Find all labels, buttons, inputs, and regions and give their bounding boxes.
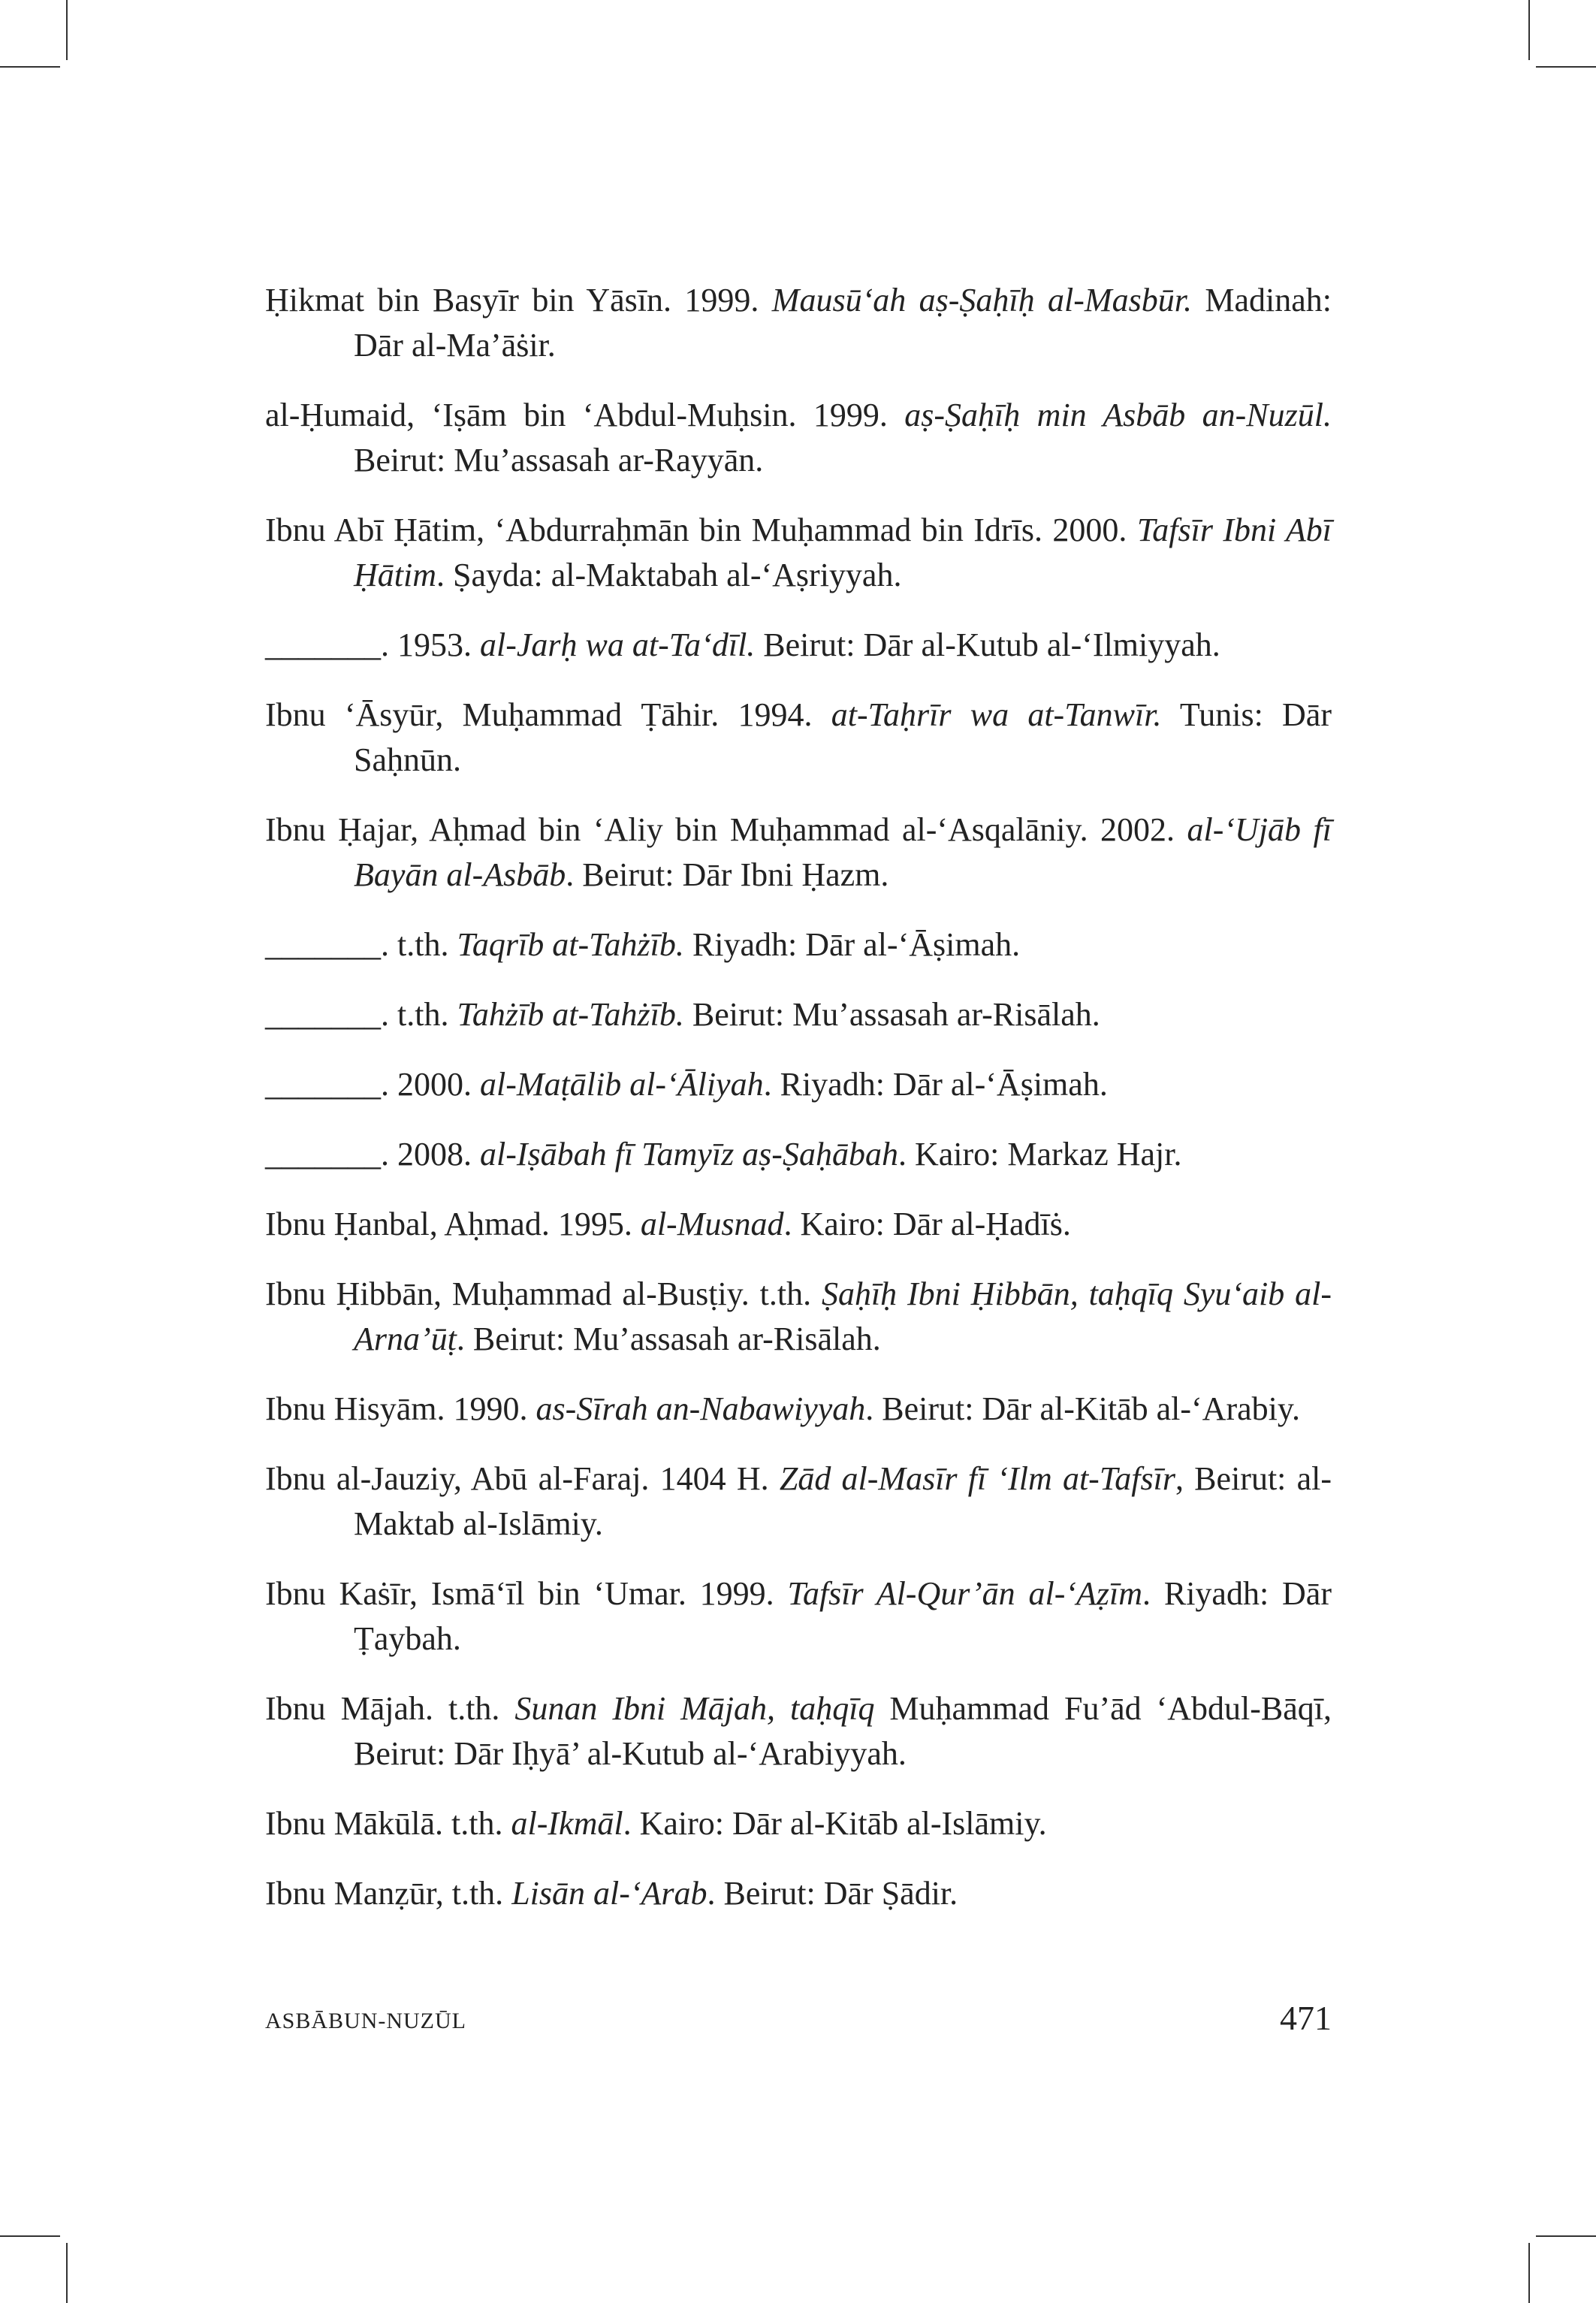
bibliography-entry: Ibnu Hisyām. 1990. as-Sīrah an-Nabawiyyah. Beirut: Dār al-Kitāb al-‘Arabiy. [265, 1390, 1300, 1427]
bibliography-entry: _______. 2000. al-Maṭālib al-‘Āliyah. Riyadh: Dār al-‘Āṣimah. [265, 1066, 1108, 1103]
bibliography-entry: Ḥikmat bin Basyīr bin Yāsīn. 1999. Mausū‘ah aṣ-Ṣaḥīḥ al-Masbūr. Madinah: Dār al-Ma’āṡir. [265, 282, 1332, 364]
crop-mark [66, 2243, 68, 2303]
bibliography-entry: _______. 1953. al-Jarḥ wa at-Ta‘dīl. Beirut: Dār al-Kutub al-‘Ilmiyyah. [265, 626, 1220, 663]
bibliography-entry: Ibnu Mājah. t.th. Sunan Ibni Mājah, taḥqīq Muḥammad Fu’ād ‘Abdul-Bāqī, Beirut: Dār Iḥyā’ al-Kutub al-‘Arabiyyah. [265, 1690, 1332, 1772]
running-title: ASBĀBUN-NUZŪL [265, 2009, 466, 2033]
bibliography-entry: _______. t.th. Taqrīb at-Tahżīb. Riyadh: Dār al-‘Āṣimah. [265, 926, 1021, 963]
page-number: 471 [1280, 1999, 1332, 2037]
crop-mark [66, 0, 68, 60]
bibliography-entry: Ibnu Kaṡīr, Ismā‘īl bin ‘Umar. 1999. Tafsīr Al-Qur’ān al-‘Aẓīm. Riyadh: Dār Ṭaybah. [265, 1575, 1332, 1657]
bibliography-entry: Ibnu al-Jauziy, Abū al-Faraj. 1404 H. Zād al-Masīr fī ‘Ilm at-Tafsīr, Beirut: al-Maktab al-Islāmiy. [265, 1460, 1332, 1542]
bibliography-entry: Ibnu ‘Āsyūr, Muḥammad Ṭāhir. 1994. at-Taḥrīr wa at-Tanwīr. Tunis: Dār Saḥnūn. [265, 696, 1332, 778]
crop-mark [0, 2235, 60, 2237]
bibliography-list [265, 278, 1332, 1941]
bibliography-entry: Ibnu Ḥanbal, Aḥmad. 1995. al-Musnad. Kairo: Dār al-Ḥadīṡ. [265, 1206, 1071, 1242]
bibliography-entry: Ibnu Ḥibbān, Muḥammad al-Busṭiy. t.th. Ṣaḥīḥ Ibni Ḥibbān, taḥqīq Syu‘aib al-Arna’ūṭ. Beirut: Mu’assasah ar-Risālah. [265, 1275, 1332, 1357]
bibliography-entry: _______. 2008. al-Iṣābah fī Tamyīz aṣ-Ṣaḥābah. Kairo: Markaz Hajr. [265, 1136, 1182, 1173]
bibliography-entry: Ibnu Mākūlā. t.th. al-Ikmāl. Kairo: Dār al-Kitāb al-Islāmiy. [265, 1805, 1047, 1842]
crop-mark [1536, 66, 1596, 68]
crop-mark [1536, 2235, 1596, 2237]
bibliography-entry: al-Ḥumaid, ‘Iṣām bin ‘Abdul-Muḥsin. 1999. aṣ-Ṣaḥīḥ min Asbāb an-Nuzūl. Beirut: Mu’assasah ar-Rayyān. [265, 397, 1332, 478]
crop-mark [1528, 2243, 1530, 2303]
bibliography-entry: Ibnu Abī Ḥātim, ‘Abdurraḥmān bin Muḥammad bin Idrīs. 2000. Tafsīr Ibni Abī Ḥātim. Ṣayda: al-Maktabah al-‘Aṣriyyah. [265, 512, 1332, 593]
crop-mark [0, 66, 60, 68]
crop-mark [1528, 0, 1530, 60]
bibliography-entry: Ibnu Manẓūr, t.th. Lisān al-‘Arab. Beirut: Dār Ṣādir. [265, 1875, 958, 1912]
bibliography-entry: _______. t.th. Tahżīb at-Tahżīb. Beirut: Mu’assasah ar-Risālah. [265, 996, 1100, 1033]
bibliography-entry: Ibnu Ḥajar, Aḥmad bin ‘Aliy bin Muḥammad al-‘Asqalāniy. 2002. al-‘Ujāb fī Bayān al-Asbāb. Beirut: Dār Ibni Ḥazm. [265, 811, 1332, 893]
